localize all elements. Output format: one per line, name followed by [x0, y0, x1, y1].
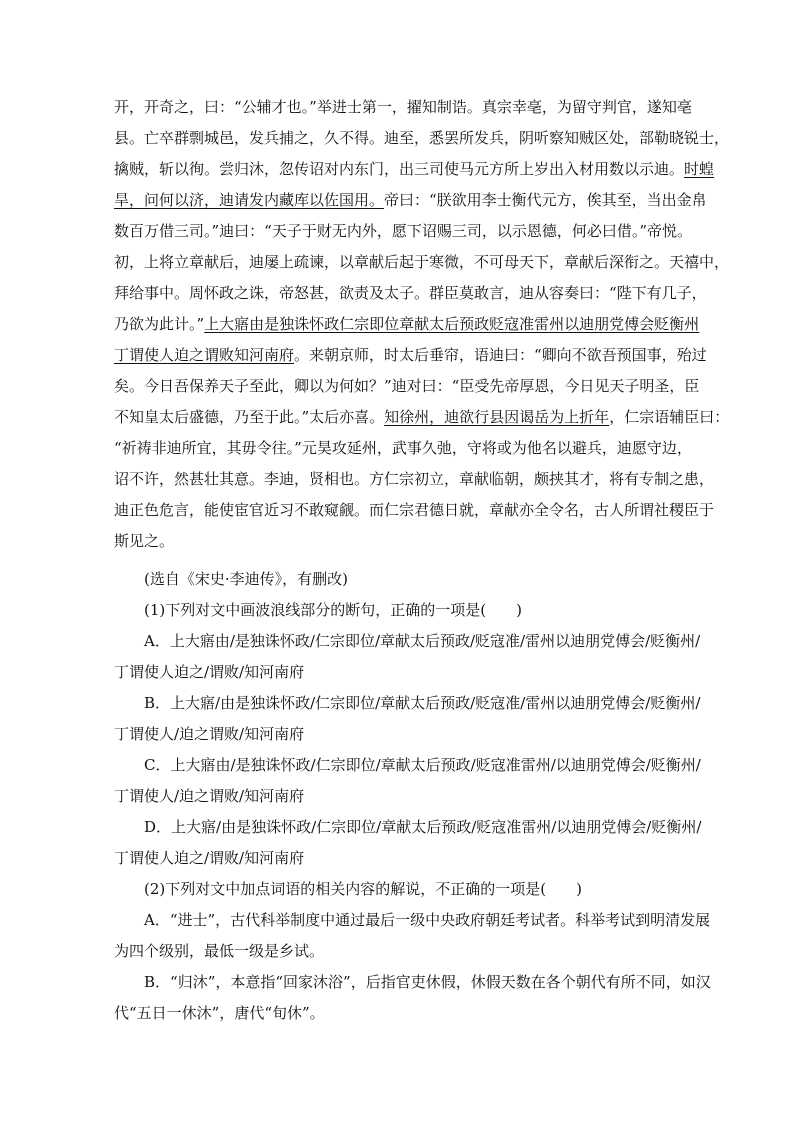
passage-line: [114, 247, 730, 278]
question-1-option-b: B．上大寤/由是独诛怀政/仁宗即位/章献太后预政/贬寇准/雷州以迪朋党傅会/贬衡州/: [144, 694, 701, 712]
question-2-option-b-cont: 代“五日一休沐”，唐代“旬休”。: [114, 1004, 325, 1022]
passage-text: 矣。今日吾保养天子至此，卿以为何如？”迪对曰：“臣受先帝厚恩，今日见天子明圣，臣: [114, 377, 700, 395]
passage-text: 。来朝京师，时太后垂帘，语迪曰：“卿向不欲吾预国事，殆过: [294, 346, 707, 364]
question-1-option-c: C．上大寤由/是独诛怀政/仁宗即位/章献太后预政/贬寇准雷州/以迪朋党傅会/贬衡州/: [144, 756, 701, 774]
passage-line: [114, 526, 680, 557]
passage-line: [114, 123, 730, 154]
underlined-text: 旱，问何以济，迪请发内藏库以佐国用。: [114, 191, 385, 209]
passage-line: [114, 92, 692, 123]
question-1-option-d: D．上大寤/由是独诛怀政/仁宗即位/章献太后预政/贬寇准雷州/以迪朋党傅会/贬衡州/: [144, 818, 702, 836]
passage-line: [114, 185, 707, 216]
question-2-option-a: A．“进士”，古代科举制度中通过最后一级中央政府朝廷考试者。科举考试到明清发展: [144, 911, 711, 929]
passage-line: [114, 495, 715, 526]
source-citation: (选自《宋史·李迪传》，有删改): [144, 570, 348, 588]
passage-text: 斯见之。: [114, 532, 175, 550]
question-1-option-b-cont: 丁谓使人/迫之谓败/知河南府: [114, 725, 305, 743]
passage-text: ，仁宗语辅臣曰：: [609, 408, 730, 426]
passage-line: [114, 402, 730, 433]
passage-line: [114, 371, 700, 402]
passage-text: 诏不许，然甚壮其意。李迪，贤相也。方仁宗初立，章献临朝，颇挟其才，将有专制之患，: [114, 470, 715, 488]
wavy-underlined-text: 丁谓使人迫之谓败知河南府: [114, 346, 295, 364]
passage-line: [114, 216, 693, 247]
passage-text: 乃欲为此计。”: [114, 315, 205, 333]
passage-text: 县。亡卒群剽城邑，发兵捕之，久不得。迪至，悉罢所发兵，阴听察知贼区处，部勒晓锐士，: [114, 129, 730, 147]
questions: [114, 564, 711, 1029]
passage-text: 擒贼，斩以徇。尝归沐，忽传诏对内东门，出三司使马元方所上岁出入材用数以示迪。: [114, 160, 685, 178]
question-2-option-a-cont: 为四个级别，最低一级是乡试。: [114, 942, 325, 960]
passage-text: 数百万借三司。”迪曰：“天子于财无内外，愿下诏赐三司，以示恩德，何必曰借。”帝悦。: [114, 222, 693, 240]
wavy-underlined-text: 上大寤由是独诛怀政仁宗即位章献太后预政贬寇准雷州以迪朋党傅会贬衡州: [204, 315, 700, 333]
question-2-option-b: B．“归沐”，本意指“回家沐浴”，后指官吏休假，休假天数在各个朝代有所不同，如汉: [144, 973, 711, 991]
passage-text: 不知皇太后盛德，乃至于此。”太后亦喜。: [114, 408, 385, 426]
question-1-option-a: A．上大寤由/是独诛怀政/仁宗即位/章献太后预政/贬寇准/雷州以迪朋党傅会/贬衡州/: [144, 632, 701, 650]
question-1-stem: (1)下列对文中画波浪线部分的断句，正确的一项是( ): [144, 601, 522, 619]
passage-text: 开，开奇之，曰：“公辅才也。”举进士第一，擢知制诰。真宗幸亳，为留守判官，遂知亳: [114, 98, 692, 116]
underlined-text: 知徐州，迪欲行县因谒岳为上折年: [384, 408, 610, 426]
passage-line: [114, 340, 707, 371]
passage-line: [114, 464, 715, 495]
question-1-option-a-cont: 丁谓使人迫之/谓败/知河南府: [114, 663, 305, 681]
question-1-option-c-cont: 丁谓使人/迫之谓败/知河南府: [114, 787, 305, 805]
passage-text: 拜给事中。周怀政之诛，帝怒甚，欲责及太子。群臣莫敢言，迪从容奏曰：“陛下有几子，: [114, 284, 707, 302]
passage-line: [114, 154, 715, 185]
question-1-option-d-cont: 丁谓使人迫之/谓败/知河南府: [114, 849, 305, 867]
passage-text: “祈祷非迪所宜，其毋令往。”元昊攻延州，武事久弛，守将或为他名以避兵，迪愿守边，: [114, 439, 692, 457]
underlined-text: 时蝗: [684, 160, 715, 178]
passage-text: 帝曰：“朕欲用李士衡代元方，俟其至，当出金帛: [384, 191, 707, 209]
passage-line: [114, 278, 707, 309]
passage-line: [114, 309, 700, 340]
question-2-stem: (2)下列对文中加点词语的相关内容的解说，不正确的一项是( ): [144, 880, 582, 898]
passage: [114, 92, 730, 557]
passage-line: [114, 433, 692, 464]
passage-text: 迪正色危言，能使宦官近习不敢窥觎。而仁宗君德日就，章献亦全令名，古人所谓社稷臣于: [114, 501, 715, 519]
passage-text: 初，上将立章献后，迪屡上疏谏，以章献后起于寒微，不可母天下，章献后深衔之。天禧中，: [114, 253, 730, 271]
